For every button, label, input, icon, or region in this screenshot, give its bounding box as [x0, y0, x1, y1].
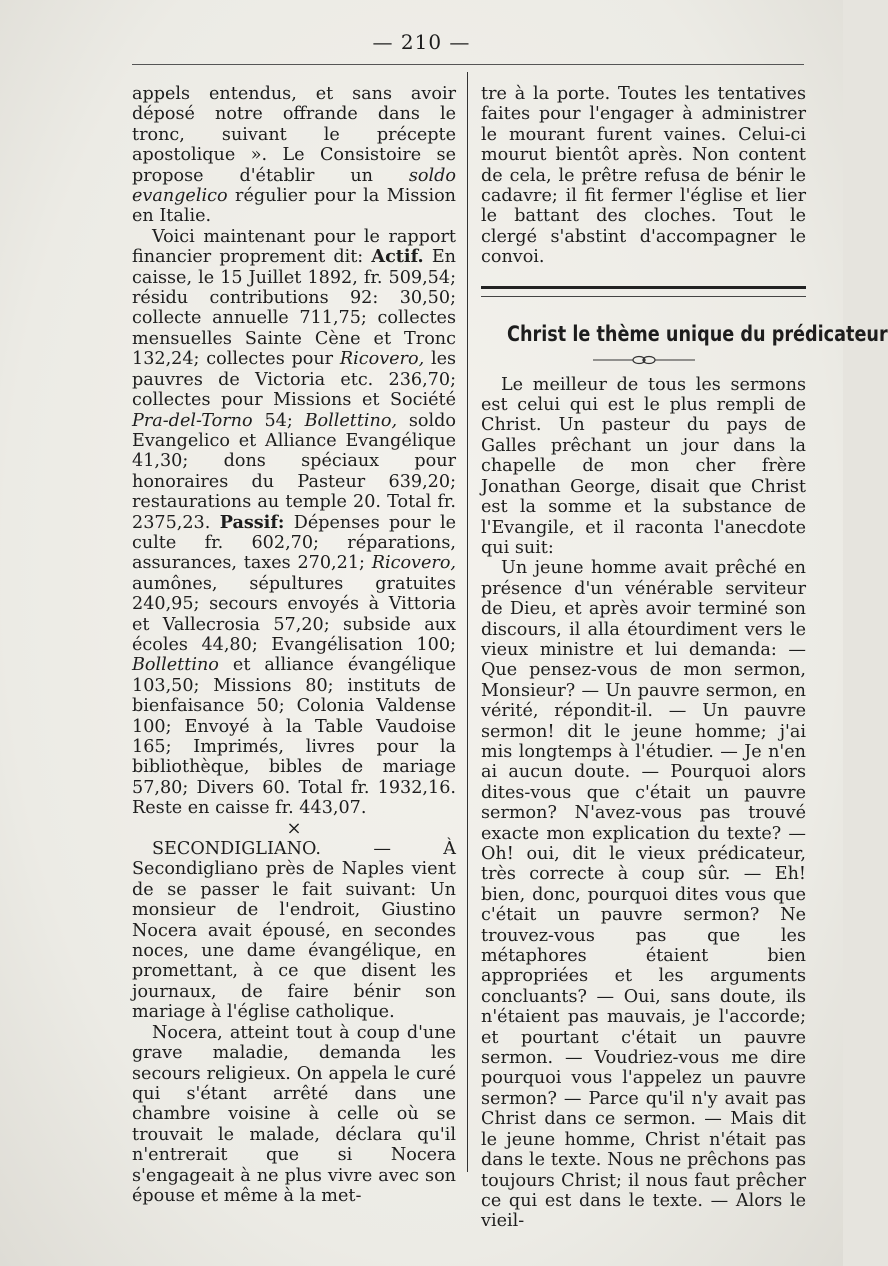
header-rule: [132, 64, 804, 65]
column-divider: [467, 72, 468, 1172]
ornament-flourish-icon: [589, 353, 699, 367]
page-number: — 210 —: [372, 30, 471, 54]
paragraph-financial-report: Voici maintenant pour le rapport financier proprement dit: Actif. En caisse, le 15 Juillet 1892, fr. 509,54; résidu contributions 92: 30,50; collecte annuelle 711,75; collectes mensuelles Sainte Cène et Tronc 132,24; collectes pour Ricovero, les pauvres de Victoria etc. 236,70; collectes pour Missions et Société Pra-del-Torno 54; Bollettino, soldo Evangelico et Alliance Evangélique 41,30; dons spéciaux pour honoraires du Pasteur 639,20; restaurations au temple 20. Total fr. 2375,23. Passif: Dépenses pour le culte fr. 602,70; réparations, assurances, taxes 270,21; Ricovero, aumônes, sépultures gratuites 240,95; secours envoyés à Vittoria et Vallecrosia 57,20; subside aux écoles 44,80; Evangélisation 100; Bollettino et alliance évangélique 103,50; Missions 80; instituts de bienfaisance 50; Colonia Valdense 100; Envoyé à la Table Vaudoise 165; Imprimés, livres pour la bibliothèque, bibles de mariage 57,80; Divers 60. Total fr. 1932,16. Reste en caisse fr. 443,07.: [132, 226, 457, 819]
paragraph-nocera: Nocera, atteint tout à coup d'une grave maladie, demanda les secours religieux. On appela le curé qui s'étant arrêté dans une chambre voisine à celle où se trouvait le malade, déclara qu'il n'entrerait que si Nocera s'engageait à ne plus vivre avec son épouse et même à la met-: [132, 1022, 456, 1206]
paragraph-secondigliano: SECONDIGLIANO. — À Secondigliano près de Naples vient de se passer le fait suivant: Un monsieur de l'endroit, Giustino Nocera avait épousé, en secondes noces, une dame évangélique, en promettant, à ce que disent les journaux, de faire bénir son mariage à l'église catholique.: [132, 839, 456, 1023]
article-title: Christ le thème unique du prédicateur: [507, 321, 888, 346]
left-column: [132, 84, 456, 1206]
paragraph-continuation: tre à la porte. Toutes les tentatives faites pour l'engager à administrer le mourant furent vaines. Celui-ci mourut bientôt après. Non content de cela, le prêtre refusa de bénir le cadavre; il fit fermer l'église et lier le battant des cloches. Tout le clergé s'abstint d'accompagner le convoi.: [481, 84, 806, 268]
article-separator-rule: [481, 286, 806, 297]
label-passif: Passif:: [219, 511, 285, 533]
italic-soldo-evangelico: soldo evangelico: [132, 165, 456, 207]
paragraph-sermon-anecdote: Un jeune homme avait prêché en présence d'un vénérable serviteur de Dieu, et après avoir terminé son discours, il alla étourdiment vers le vieux ministre et lui demanda: — Que pensez-vous de mon sermon, Monsieur? — Un pauvre sermon, en vérité, répondit-il. — Un pauvre sermon! dit le jeune homme; j'ai mis longtemps à l'étudier. — Je n'en ai aucun doute. — Pourquoi alors dites-vous que c'était un pauvre sermon? N'avez-vous pas trouvé exacte mon explication du texte? — Oh! oui, dit le vieux prédicateur, très correcte à coup sûr. — Eh! bien, donc, pourquoi dites vous que c'était un pauvre sermon? Ne trouvez-vous pas que les métaphores étaient bien appropriées et les arguments concluants? — Oui, sans doute, ils n'étaient pas mauvais, je l'accorde; et pourtant c'était un pauvre sermon. — Voudriez-vous me dire pourquoi vous l'appelez un pauvre sermon? — Parce qu'il n'y avait pas Christ dans ce sermon. — Mais dit le jeune homme, Christ n'était pas dans le texte. Nous ne prêchons pas toujours Christ; il nous faut prêcher ce qui est dans le texte. — Alors le vieil-: [481, 558, 806, 1232]
right-column: [481, 84, 888, 1232]
paragraph-sermon-intro: Le meilleur de tous les sermons est celui qui est le plus rempli de Christ. Un pasteur du pays de Galles prêchant un jour dans la chapelle de mon cher frère Jonathan George, disait que Christ est la somme et la substance de l'Evangile, et il raconta l'anecdote qui suit:: [481, 374, 806, 558]
paragraph-consistoire: appels entendus, et sans avoir déposé notre offrande dans le tronc, suivant le précepte apostolique ». Le Consistoire se propose d'établir un soldo evangelico régulier pour la Mission en Italie.: [132, 84, 456, 227]
section-separator: ×: [286, 817, 302, 839]
label-actif: Actif.: [371, 246, 424, 268]
